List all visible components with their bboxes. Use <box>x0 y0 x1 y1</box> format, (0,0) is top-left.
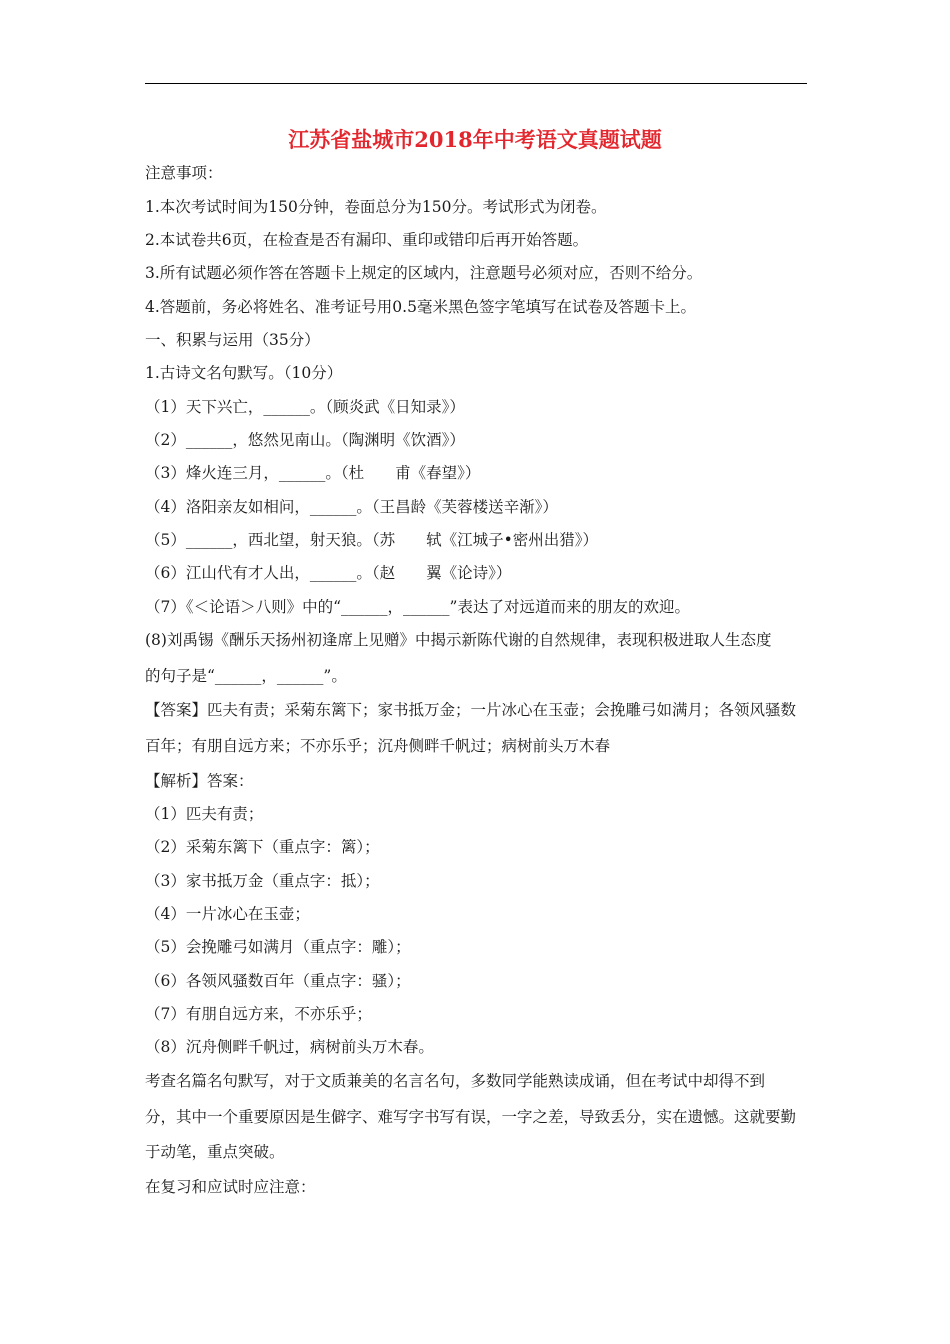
analysis-item-1: （1）匹夫有责； <box>145 805 264 823</box>
commentary-line-4: 在复习和应试时应注意： <box>145 1178 316 1196</box>
section-heading: 一、积累与运用（35分） <box>145 331 320 349</box>
commentary-line-2: 分，其中一个重要原因是生僻字、难写字书写有误，一字之差，导致丢分，实在遗憾。这就要勤 <box>145 1108 797 1126</box>
header-rule <box>145 83 807 84</box>
analysis-item-7: （7）有朋自远方来，不亦乐乎； <box>145 1005 372 1023</box>
page-title: 江苏省盐城市2018年中考语文真题试题 <box>288 127 662 152</box>
analysis-item-8: （8）沉舟侧畔千帆过，病树前头万木春。 <box>145 1038 434 1056</box>
question-item-2: （2）______，悠然见南山。（陶渊明《饮酒》） <box>145 431 465 449</box>
question-item-5: （5）______，西北望，射天狼。（苏 轼《江城子•密州出猎》） <box>145 531 599 549</box>
notice-item-2: 2.本试卷共6页，在检查是否有漏印、重印或错印后再开始答题。 <box>145 231 589 249</box>
question-item-4: （4）洛阳亲友如相问，______。（王昌龄《芙蓉楼送辛渐》） <box>145 498 558 516</box>
analysis-item-3: （3）家书抵万金（重点字：抵）； <box>145 872 380 890</box>
analysis-item-4: （4）一片冰心在玉壶； <box>145 905 310 923</box>
analysis-item-5: （5）会挽雕弓如满月（重点字：雕）； <box>145 938 411 956</box>
question-item-1: （1）天下兴亡，______。（顾炎武《日知录》） <box>145 398 465 416</box>
question-heading: 1.古诗文名句默写。（10分） <box>145 364 343 382</box>
notice-item-4: 4.答题前，务必将姓名、准考证号用0.5毫米黑色签字笔填写在试卷及答题卡上。 <box>145 298 696 316</box>
commentary-line-3: 于动笔，重点突破。 <box>145 1143 285 1161</box>
notice-item-3: 3.所有试题必须作答在答题卡上规定的区域内，注意题号必须对应，否则不给分。 <box>145 264 703 282</box>
analysis-item-2: （2）采菊东篱下（重点字：篱）； <box>145 838 380 856</box>
question-item-7: （7）《＜论语＞八则》中的“______，______”表达了对远道而来的朋友的欢迎。 <box>145 598 690 616</box>
question-item-6: （6）江山代有才人出，______。（赵 翼《论诗》） <box>145 564 512 582</box>
answer-line-1: 【答案】匹夫有责；采菊东篱下；家书抵万金；一片冰心在玉壶；会挽雕弓如满月；各领风骚数 <box>145 701 797 719</box>
commentary-line-1: 考查名篇名句默写，对于文质兼美的名言名句，多数同学能熟读成诵，但在考试中却得不到 <box>145 1072 766 1090</box>
question-item-8: (8)刘禹锡《酬乐天扬州初逢席上见赠》中揭示新陈代谢的自然规律，表现积极进取人生态度 <box>145 631 772 649</box>
question-item-8-cont: 的句子是“______，______”。 <box>145 667 347 685</box>
notice-heading: 注意事项： <box>145 164 223 182</box>
notice-item-1: 1.本次考试时间为150分钟，卷面总分为150分。考试形式为闭卷。 <box>145 198 607 216</box>
analysis-heading: 【解析】答案： <box>145 772 254 790</box>
answer-line-2: 百年；有朋自远方来；不亦乐乎；沉舟侧畔千帆过；病树前头万木春 <box>145 737 611 755</box>
analysis-item-6: （6）各领风骚数百年（重点字：骚）； <box>145 972 411 990</box>
question-item-3: （3）烽火连三月，______。（杜 甫《春望》） <box>145 464 481 482</box>
